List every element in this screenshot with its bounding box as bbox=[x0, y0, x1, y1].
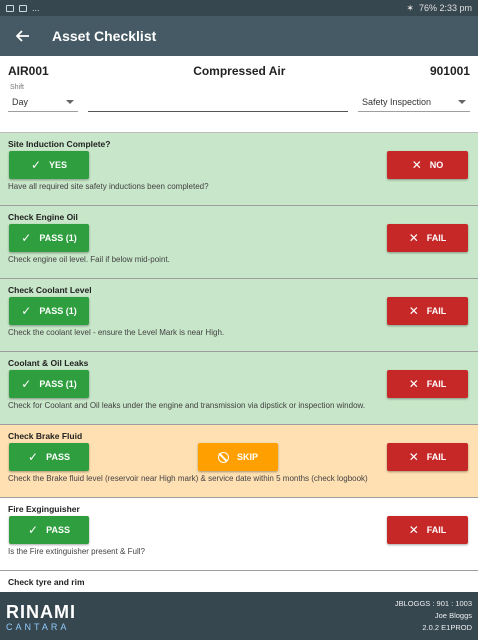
close-icon: ✕ bbox=[408, 377, 419, 391]
item-description: Check engine oil level. Fail if below mid-point. bbox=[8, 255, 170, 264]
fail-label: FAIL bbox=[426, 379, 447, 389]
pass-label: PASS bbox=[46, 452, 70, 462]
app-version: 2.0.2 E1PROD bbox=[422, 623, 472, 632]
app-bar bbox=[0, 16, 478, 56]
fail-button[interactable] bbox=[387, 151, 468, 179]
back-arrow-icon[interactable] bbox=[14, 27, 32, 45]
checklist-item bbox=[0, 571, 478, 592]
item-description: Is the Fire extinguisher present & Full? bbox=[8, 547, 145, 556]
footer-bar bbox=[0, 592, 478, 640]
checklist-item bbox=[0, 133, 478, 206]
close-icon: ✕ bbox=[411, 158, 422, 172]
chevron-down-icon bbox=[458, 100, 466, 104]
item-description: Check the Brake fluid level (reservoir near High mark) & service date within 5 months (check logbook) bbox=[8, 474, 368, 483]
checklist-item bbox=[0, 352, 478, 425]
fail-button[interactable] bbox=[387, 370, 468, 398]
company-logo bbox=[6, 602, 76, 632]
user-info bbox=[395, 598, 472, 634]
user-code: JBLOGGS : 901 : 1003 bbox=[394, 599, 472, 608]
pass-label: PASS (1) bbox=[39, 233, 77, 243]
status-time: 76% 2:33 pm bbox=[418, 3, 472, 13]
asset-header bbox=[0, 56, 478, 132]
item-question: Check Engine Oil bbox=[8, 212, 78, 222]
shift-select[interactable] bbox=[8, 94, 78, 112]
checklist-item bbox=[0, 279, 478, 352]
fail-button[interactable] bbox=[387, 297, 468, 325]
status-bar bbox=[0, 0, 478, 16]
pass-button[interactable] bbox=[9, 151, 89, 179]
item-question: Check Coolant Level bbox=[8, 285, 92, 295]
item-question: Check Brake Fluid bbox=[8, 431, 83, 441]
pass-label: YES bbox=[49, 160, 68, 170]
fail-label: NO bbox=[429, 160, 444, 170]
check-icon: ✓ bbox=[30, 158, 42, 172]
close-icon: ✕ bbox=[408, 231, 419, 245]
asset-number: 901001 bbox=[429, 64, 470, 78]
pass-button[interactable] bbox=[9, 224, 89, 252]
block-icon bbox=[218, 452, 229, 463]
fail-label: FAIL bbox=[426, 306, 447, 316]
item-question: Fire Exginguisher bbox=[8, 504, 80, 514]
checklist-item bbox=[0, 425, 478, 498]
image-icon bbox=[19, 5, 27, 12]
fail-label: FAIL bbox=[426, 525, 447, 535]
item-description: Check for Coolant and Oil leaks under the engine and transmission via dipstick or inspection window. bbox=[8, 401, 366, 410]
item-question: Coolant & Oil Leaks bbox=[8, 358, 89, 368]
wifi-icon: ✶ bbox=[406, 2, 414, 13]
check-icon: ✓ bbox=[28, 523, 39, 537]
pass-button[interactable] bbox=[9, 443, 89, 471]
skip-button[interactable] bbox=[198, 443, 278, 471]
check-icon: ✓ bbox=[28, 450, 39, 464]
checklist-item bbox=[0, 206, 478, 279]
logo-bottom: CANTARA bbox=[6, 622, 70, 632]
pass-label: PASS (1) bbox=[39, 379, 77, 389]
item-description: Check the coolant level - ensure the Level Mark is near High. bbox=[8, 328, 225, 337]
close-icon: ✕ bbox=[408, 523, 419, 537]
item-description: Have all required site safety inductions been completed? bbox=[8, 182, 209, 191]
asset-name: Compressed Air bbox=[193, 64, 286, 78]
logo-top: RINAMI bbox=[6, 602, 76, 622]
pass-button[interactable] bbox=[9, 297, 89, 325]
inspection-type-value: Safety Inspection bbox=[362, 96, 432, 107]
pass-button[interactable] bbox=[9, 370, 89, 398]
checklist-item bbox=[0, 498, 478, 571]
pass-label: PASS bbox=[46, 525, 70, 535]
pass-label: PASS (1) bbox=[39, 306, 77, 316]
fail-button[interactable] bbox=[387, 224, 468, 252]
fail-label: FAIL bbox=[426, 233, 447, 243]
notes-field[interactable] bbox=[88, 94, 348, 112]
check-icon: ✓ bbox=[21, 231, 32, 245]
fail-label: FAIL bbox=[426, 452, 447, 462]
inspection-type-select[interactable] bbox=[358, 94, 470, 112]
checklist[interactable] bbox=[0, 132, 478, 592]
pass-button[interactable] bbox=[9, 516, 89, 544]
check-icon: ✓ bbox=[21, 377, 32, 391]
asset-id: AIR001 bbox=[8, 64, 49, 78]
fail-button[interactable] bbox=[387, 516, 468, 544]
close-icon: ✕ bbox=[408, 304, 419, 318]
check-icon: ✓ bbox=[21, 304, 32, 318]
item-question: Check tyre and rim bbox=[8, 577, 85, 587]
fail-button[interactable] bbox=[387, 443, 468, 471]
chevron-down-icon bbox=[66, 100, 74, 104]
notification-icon bbox=[6, 5, 14, 12]
shift-label: Shift bbox=[10, 84, 25, 91]
skip-label: SKIP bbox=[236, 452, 258, 462]
shift-value: Day bbox=[12, 96, 29, 107]
page-title: Asset Checklist bbox=[52, 28, 157, 44]
item-question: Site Induction Complete? bbox=[8, 139, 111, 149]
status-left-text: ... bbox=[32, 3, 40, 13]
user-name: Joe Bloggs bbox=[434, 611, 472, 620]
close-icon: ✕ bbox=[408, 450, 419, 464]
